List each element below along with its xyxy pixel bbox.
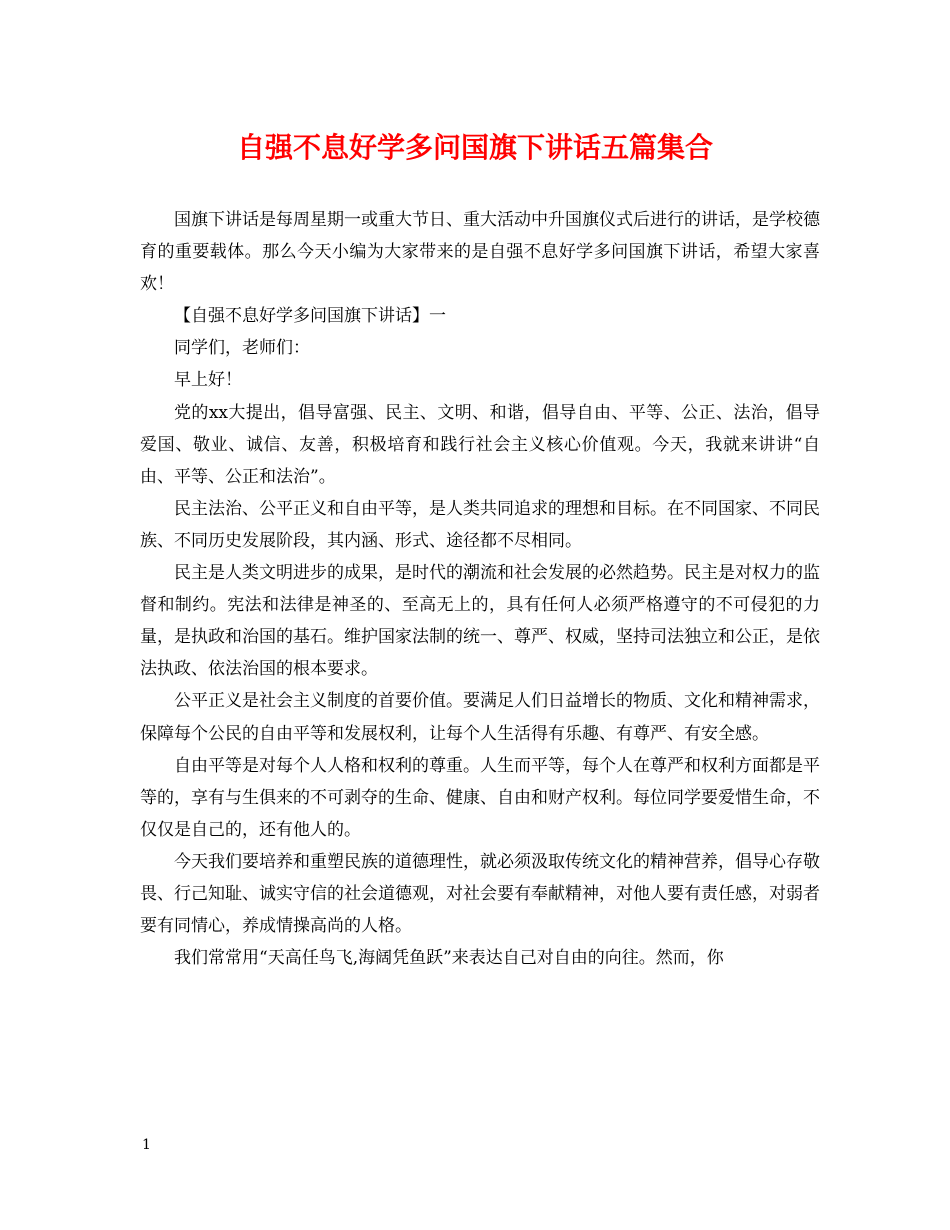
page-number: 1	[142, 1137, 151, 1153]
document-body	[140, 204, 820, 974]
paragraph-morality: 今天我们要培养和重塑民族的道德理性，就必须汲取传统文化的精神营养，倡导心存敬畏、行己知耻、诚实守信的社会道德观，对社会要有奉献精神，对他人要有责任感，对弱者要有同情心，养成情操高尚的人格。	[140, 851, 820, 937]
paragraph-justice: 公平正义是社会主义制度的首要价值。要满足人们日益增长的物质、文化和精神需求，保障每个公民的自由平等和发展权利，让每个人生活得有乐趣、有尊严、有安全感。	[140, 691, 820, 744]
paragraph-democracy-rule-of-law: 民主法治、公平正义和自由平等，是人类共同追求的理想和目标。在不同国家、不同民族、不同历史发展阶段，其内涵、形式、途径都不尽相同。	[140, 498, 820, 551]
paragraph-core-values: 党的xx大提出，倡导富强、民主、文明、和谐，倡导自由、平等、公正、法治，倡导爱国、敬业、诚信、友善，积极培育和践行社会主义核心价值观。今天，我就来讲讲“自由、平等、公正和法治”。	[140, 402, 820, 487]
paragraph-freedom-quote: 我们常常用“天高任鸟飞,海阔凭鱼跃”来表达自己对自由的向往。然而，你	[174, 948, 724, 969]
paragraph-good-morning: 早上好！	[174, 370, 242, 391]
paragraph-section-heading: 【自强不息好学多问国旗下讲话】一	[174, 306, 446, 327]
paragraph-greeting-audience: 同学们，老师们：	[174, 338, 310, 359]
paragraph-intro: 国旗下讲话是每周星期一或重大节日、重大活动中升国旗仪式后进行的讲话，是学校德育的重要载体。那么今天小编为大家带来的是自强不息好学多问国旗下讲话，希望大家喜欢！	[140, 210, 820, 295]
document-title: 自强不息好学多问国旗下讲话五篇集合	[236, 131, 713, 164]
paragraph-democracy: 民主是人类文明进步的成果，是时代的潮流和社会发展的必然趋势。民主是对权力的监督和制约。宪法和法律是神圣的、至高无上的，具有任何人必须严格遵守的不可侵犯的力量，是执政和治国的基石。维护国家法制的统一、尊严、权威，坚持司法独立和公正，是依法执政、依法治国的根本要求。	[140, 563, 820, 680]
paragraph-freedom-equality: 自由平等是对每个人人格和权利的尊重。人生而平等，每个人在尊严和权利方面都是平等的，享有与生俱来的不可剥夺的生命、健康、自由和财产权利。每位同学要爱惜生命，不仅仅是自己的，还有他人的。	[140, 755, 820, 840]
